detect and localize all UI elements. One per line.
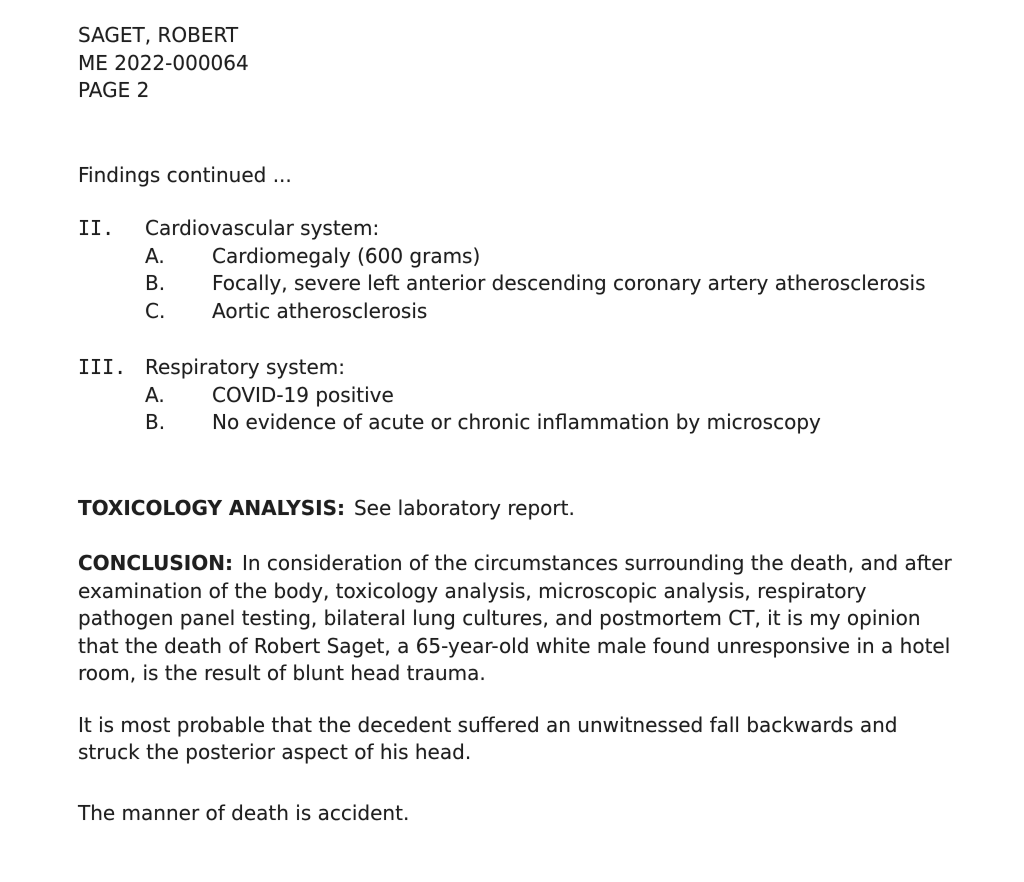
list-item [145,382,962,410]
list-item [145,270,962,298]
item-text: Focally, severe left anterior descending coronary artery atherosclerosis [212,271,926,295]
conclusion-paragraph [78,550,962,688]
section-heading [78,354,962,382]
list-item [145,243,962,271]
item-letter: C. [145,298,166,323]
section-numeral: II. [78,216,115,240]
decedent-name: SAGET, ROBERT [78,23,239,47]
section-title: Cardiovascular system: [145,216,380,240]
section-title: Respiratory system: [145,355,345,379]
section-numeral: III. [78,355,127,379]
document-header [78,22,962,105]
fall-paragraph: It is most probable that the decedent suffered an unwitnessed fall backwards and struck the posterior aspect of his head. [78,712,898,764]
section-heading [78,215,962,243]
item-text: Cardiomegaly (600 grams) [212,243,481,268]
toxicology-text: See laboratory report. [353,495,575,520]
item-text: Aortic atherosclerosis [212,298,428,323]
findings-continued-line: Findings continued ... [78,162,292,187]
toxicology-analysis-line [78,495,962,523]
item-text: COVID-19 positive [212,382,394,407]
item-letter: A. [145,243,165,268]
toxicology-label: TOXICOLOGY ANALYSIS: [78,495,345,520]
page-number: PAGE 2 [78,78,150,102]
item-letter: A. [145,382,165,407]
item-letter: B. [145,410,166,434]
list-item [145,409,962,437]
list-item [145,298,962,326]
document-content [78,22,962,827]
conclusion-text: In consideration of the circumstances surrounding the death, and after examination of the body, toxicology analysis, microscopic analysis, respiratory pathogen panel testing, bilateral lung cultures, and postmortem CT, it is my opinion that the death of Robert Saget, a 65-year-old white male found unresponsive in a hotel room, is the result of blunt head trauma. [78,551,952,685]
case-number: ME 2022-000064 [78,50,249,75]
conclusion-label: CONCLUSION: [78,551,233,575]
section-cardiovascular [78,215,962,325]
manner-of-death-line: The manner of death is accident. [78,800,410,825]
section-respiratory [78,354,962,437]
item-letter: B. [145,271,166,295]
item-text: No evidence of acute or chronic inflammation by microscopy [212,410,821,434]
